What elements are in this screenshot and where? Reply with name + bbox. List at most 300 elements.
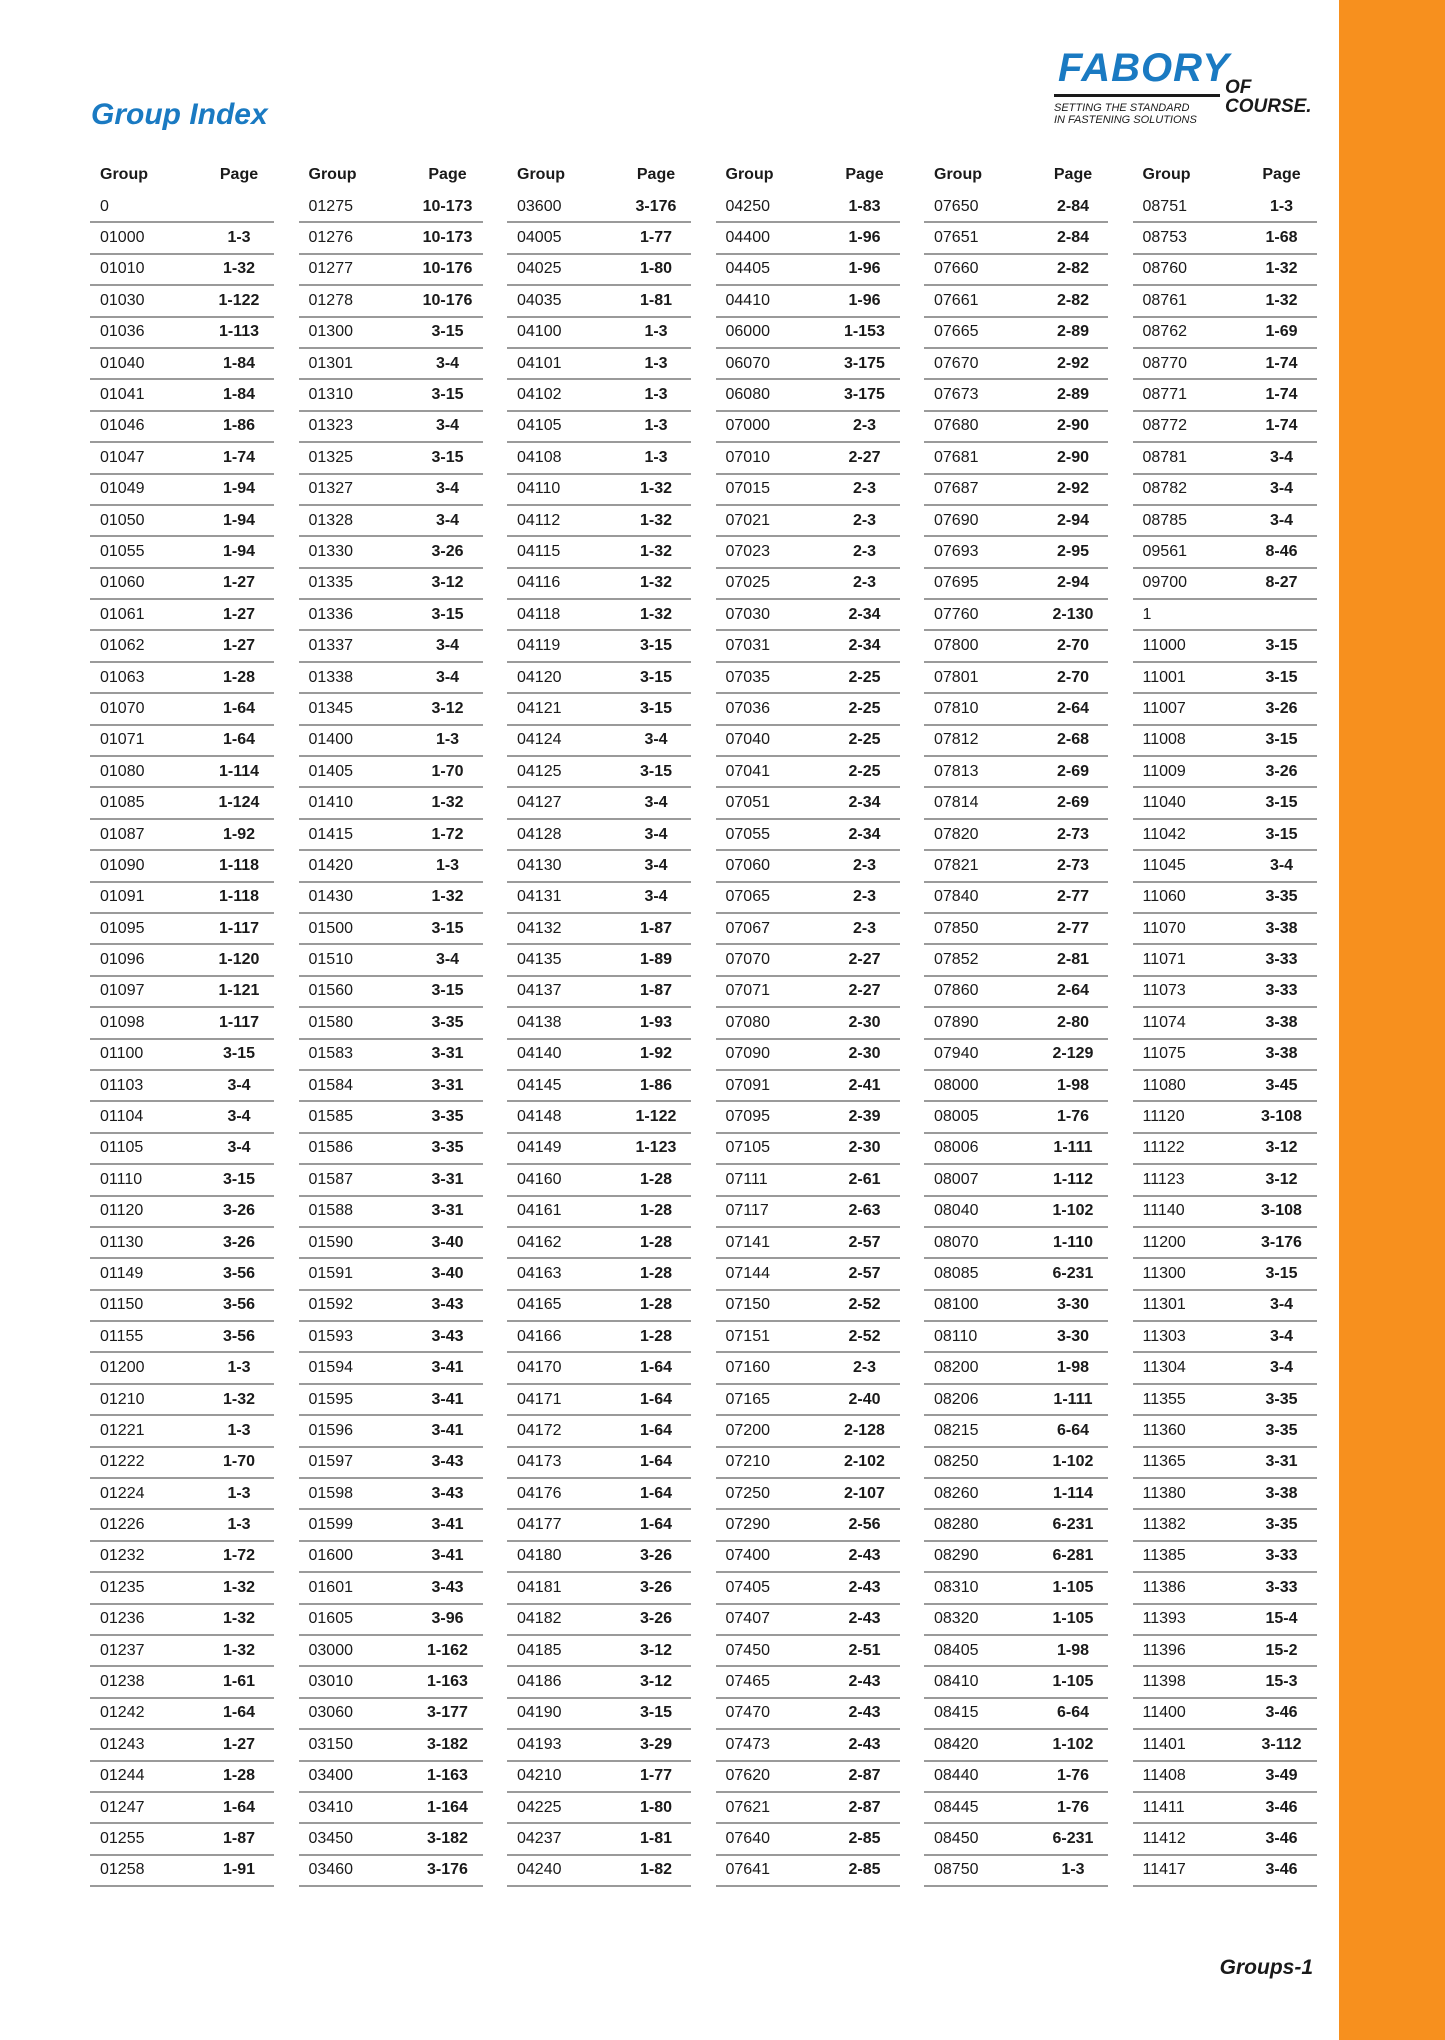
group-number: 07693	[934, 542, 979, 560]
group-number: 07690	[934, 511, 979, 529]
group-number: 01105	[100, 1139, 144, 1157]
group-number: 01096	[100, 951, 145, 969]
group-number: 07031	[725, 637, 770, 655]
page-reference: 3-56	[222, 1264, 256, 1282]
group-number: 07620	[725, 1767, 770, 1785]
table-row	[924, 757, 1108, 788]
page-reference: 1-98	[1056, 1641, 1090, 1659]
table-row	[716, 694, 900, 725]
table-row	[924, 1793, 1108, 1824]
table-row	[924, 1071, 1108, 1102]
group-number: 01226	[100, 1516, 145, 1534]
page-reference: 1-77	[639, 1767, 673, 1785]
group-number: 01063	[100, 668, 145, 686]
group-number: 04185	[517, 1641, 562, 1659]
page-reference: 6-64	[1056, 1421, 1090, 1439]
group-number: 01584	[308, 1076, 353, 1094]
page-reference: 3-12	[431, 574, 464, 592]
group-number: 01585	[308, 1108, 353, 1126]
group-number: 03060	[308, 1704, 353, 1722]
page-reference: 3-4	[644, 856, 668, 874]
page-reference: 2-129	[1052, 1045, 1094, 1063]
page-reference: 1-121	[218, 982, 260, 1000]
group-number: 11045	[1142, 856, 1186, 874]
page-reference: 1-94	[222, 480, 256, 498]
table-row	[1133, 1353, 1317, 1384]
table-row	[716, 255, 900, 286]
table-row	[299, 443, 483, 474]
table-row	[507, 1636, 691, 1667]
table-row	[299, 1008, 483, 1039]
page-reference: 1-112	[1052, 1170, 1094, 1188]
table-row	[507, 1448, 691, 1479]
page-reference: 2-94	[1056, 511, 1090, 529]
group-number: 07165	[725, 1390, 770, 1408]
page-reference: 3-177	[427, 1704, 468, 1722]
page-reference: 2-73	[1056, 825, 1090, 843]
page-reference: 3-30	[1056, 1296, 1090, 1314]
page-reference: 1-70	[431, 762, 464, 780]
group-number: 01310	[308, 386, 353, 404]
group-number: 07065	[725, 888, 770, 906]
group-number: 11382	[1142, 1516, 1186, 1534]
group-number: 01330	[308, 542, 353, 560]
table-row	[90, 977, 274, 1008]
table-row	[1133, 569, 1317, 600]
group-number: 01095	[100, 919, 145, 937]
group-number: 07105	[725, 1139, 770, 1157]
group-number: 08260	[934, 1484, 979, 1502]
table-row	[716, 349, 900, 380]
table-row	[1133, 1102, 1317, 1133]
page-reference: 3-35	[431, 1108, 464, 1126]
group-number: 08770	[1142, 354, 1187, 372]
table-row	[1133, 1510, 1317, 1541]
table-row	[507, 412, 691, 443]
group-number: 01100	[100, 1045, 144, 1063]
group-number: 04110	[517, 480, 561, 498]
group-number: 07665	[934, 323, 979, 341]
group-number: 01300	[308, 323, 353, 341]
table-row	[507, 255, 691, 286]
logo-slogan: OF COURSE.	[1225, 77, 1312, 117]
group-number: 07852	[934, 951, 979, 969]
page-reference: 3-43	[431, 1296, 464, 1314]
page-reference: 2-3	[852, 417, 877, 435]
page-reference: 3-41	[431, 1390, 464, 1408]
page-reference: 1-105	[1052, 1578, 1094, 1596]
group-number: 11040	[1142, 794, 1186, 812]
page-reference: 3-43	[431, 1327, 464, 1345]
page-reference: 1-28	[222, 1767, 256, 1785]
page-reference: 2-25	[848, 699, 881, 717]
table-row	[716, 788, 900, 819]
page-reference: 2-80	[1056, 1013, 1090, 1031]
group-number: 01500	[308, 919, 353, 937]
page-reference: 2-85	[848, 1861, 881, 1879]
page-reference: 2-84	[1056, 229, 1090, 247]
table-row	[507, 1416, 691, 1447]
table-row	[90, 851, 274, 882]
index-column	[90, 158, 274, 1887]
page-reference: 3-15	[639, 699, 673, 717]
page-reference: 2-34	[848, 637, 881, 655]
group-number: 07060	[725, 856, 770, 874]
table-row	[299, 1165, 483, 1196]
group-number: 03400	[308, 1767, 353, 1785]
table-row	[716, 1322, 900, 1353]
table-row	[90, 914, 274, 945]
table-row	[716, 914, 900, 945]
page-reference: 3-4	[644, 731, 668, 749]
table-row	[1133, 286, 1317, 317]
group-number: 04163	[517, 1264, 562, 1282]
table-row	[924, 1228, 1108, 1259]
page-reference: 1-111	[1053, 1139, 1093, 1157]
group-number: 07680	[934, 417, 979, 435]
table-row	[924, 883, 1108, 914]
page-reference: 2-3	[852, 888, 877, 906]
page-reference: 3-4	[435, 480, 460, 498]
table-row	[90, 1134, 274, 1165]
group-number: 01323	[308, 417, 353, 435]
group-number: 08785	[1142, 511, 1187, 529]
page-reference: 1-111	[1053, 1390, 1093, 1408]
table-row	[1133, 412, 1317, 443]
group-number: 07015	[725, 480, 770, 498]
table-row	[1133, 1322, 1317, 1353]
page-reference: 3-12	[639, 1641, 673, 1659]
group-number: 11060	[1142, 888, 1186, 906]
table-row	[90, 1573, 274, 1604]
page-reference: 10-176	[422, 291, 473, 309]
table-row	[299, 1071, 483, 1102]
page-reference: 2-94	[1056, 574, 1090, 592]
table-row	[90, 694, 274, 725]
table-row	[299, 1040, 483, 1071]
table-row	[924, 318, 1108, 349]
table-row	[299, 537, 483, 568]
group-number: 01594	[308, 1359, 353, 1377]
page-reference: 1-28	[639, 1327, 673, 1345]
page-reference: 1-82	[639, 1861, 673, 1879]
group-number: 01277	[308, 260, 353, 278]
page-reference: 3-46	[1265, 1830, 1298, 1847]
page-reference: 3-26	[639, 1578, 673, 1596]
group-number: 04118	[517, 605, 561, 623]
table-row	[507, 1542, 691, 1573]
table-row	[716, 1385, 900, 1416]
table-row	[716, 1071, 900, 1102]
group-number: 04131	[517, 888, 562, 906]
table-row	[924, 286, 1108, 317]
page-reference: 2-77	[1056, 919, 1090, 937]
header-page: Page	[219, 166, 259, 183]
page-reference: 2-43	[848, 1578, 881, 1596]
table-row	[90, 1762, 274, 1793]
table-row	[1133, 1008, 1317, 1039]
table-row	[507, 475, 691, 506]
page-reference: 2-69	[1056, 794, 1090, 812]
table-row	[299, 788, 483, 819]
group-number: 01237	[100, 1641, 145, 1659]
page-reference: 3-26	[1265, 699, 1298, 717]
group-number: 11386	[1142, 1578, 1186, 1596]
page-reference: 3-33	[1265, 982, 1298, 1000]
table-row	[299, 1824, 483, 1855]
page-reference: 3-46	[1265, 1704, 1298, 1722]
group-number: 04170	[517, 1359, 562, 1377]
table-row	[924, 1134, 1108, 1165]
group-number: 01071	[100, 731, 145, 749]
page-reference: 1-3	[227, 1359, 251, 1377]
page-reference: 3-4	[1269, 856, 1294, 874]
page-reference: 1-162	[427, 1641, 468, 1659]
table-row	[716, 475, 900, 506]
page-reference: 1-28	[222, 668, 256, 686]
table-row	[924, 1667, 1108, 1698]
group-number: 11300	[1142, 1264, 1186, 1282]
table-row	[924, 1165, 1108, 1196]
group-number: 01415	[308, 825, 353, 843]
page-reference: 3-108	[1261, 1202, 1302, 1220]
page-reference: 1-87	[222, 1830, 256, 1847]
table-row	[924, 1762, 1108, 1793]
group-number: 04237	[517, 1830, 562, 1847]
page-reference: 2-85	[848, 1830, 881, 1847]
page-reference: 1-105	[1052, 1610, 1094, 1628]
page-reference: 1-32	[431, 888, 464, 906]
table-row	[90, 1102, 274, 1133]
page-reference: 2-3	[852, 1359, 877, 1377]
page-reference: 1-118	[218, 888, 260, 906]
group-number: 01588	[308, 1202, 353, 1220]
group-number: 04190	[517, 1704, 562, 1722]
page-reference: 1-64	[639, 1516, 673, 1534]
group-number: 04125	[517, 762, 562, 780]
page-reference: 2-89	[1056, 386, 1090, 404]
table-row	[1133, 726, 1317, 757]
group-number: 04177	[517, 1516, 562, 1534]
page-reference: 3-29	[639, 1735, 673, 1753]
table-row	[507, 1322, 691, 1353]
page-reference: 3-4	[644, 794, 668, 812]
table-row	[1133, 788, 1317, 819]
page-reference: 1-74	[1265, 386, 1298, 404]
group-number: 01338	[308, 668, 353, 686]
page-reference: 1-84	[222, 386, 256, 404]
page-reference: 2-30	[848, 1139, 881, 1157]
group-number: 08762	[1142, 323, 1187, 341]
page-reference: 3-4	[435, 354, 460, 372]
table-row	[716, 1573, 900, 1604]
group-number: 09561	[1142, 542, 1187, 560]
group-number: 01087	[100, 825, 145, 843]
table-row	[299, 506, 483, 537]
page-reference: 1-153	[844, 323, 885, 341]
page-reference: 1-98	[1056, 1076, 1090, 1094]
group-number: 01110	[100, 1170, 143, 1188]
page-reference: 2-82	[1056, 291, 1090, 309]
table-row	[90, 1165, 274, 1196]
table-row	[924, 726, 1108, 757]
group-number: 11360	[1142, 1421, 1186, 1439]
table-row	[90, 475, 274, 506]
page-reference: 1-32	[639, 574, 673, 592]
group-number: 07814	[934, 794, 979, 812]
table-row	[299, 1730, 483, 1761]
table-row	[507, 380, 691, 411]
table-row	[299, 1416, 483, 1447]
page-reference: 1-123	[635, 1139, 677, 1157]
page-reference: 1-27	[222, 637, 256, 655]
page-reference: 2-56	[848, 1516, 881, 1534]
page-reference: 1-32	[639, 542, 673, 560]
table-row	[299, 1667, 483, 1698]
group-number: 04127	[517, 794, 562, 812]
group-number: 11075	[1142, 1045, 1186, 1063]
page-reference: 2-81	[1056, 951, 1090, 969]
group-number: 01104	[100, 1108, 144, 1126]
page-reference: 1-3	[227, 1484, 251, 1502]
table-row	[716, 192, 900, 223]
page-reference: 3-176	[635, 197, 677, 215]
page-reference: 3-15	[639, 1704, 673, 1722]
table-row	[1133, 537, 1317, 568]
page-reference: 2-73	[1056, 856, 1090, 874]
page-reference: 3-176	[427, 1861, 468, 1879]
table-row	[924, 1730, 1108, 1761]
group-number: 04171	[517, 1390, 562, 1408]
table-row	[716, 1510, 900, 1541]
page-reference: 1-81	[639, 291, 673, 309]
page-reference: 1-3	[1061, 1861, 1085, 1879]
group-number: 01090	[100, 856, 145, 874]
page-reference: 10-173	[422, 197, 473, 215]
group-number: 07465	[725, 1673, 770, 1691]
table-row	[1133, 757, 1317, 788]
page-reference: 3-41	[431, 1359, 464, 1377]
group-number: 07850	[934, 919, 979, 937]
page-reference: 3-31	[431, 1170, 464, 1188]
table-row	[924, 412, 1108, 443]
table-row	[1133, 1291, 1317, 1322]
group-number: 04145	[517, 1076, 562, 1094]
table-row	[1133, 977, 1317, 1008]
page-reference: 3-15	[1265, 668, 1298, 686]
page-reference: 2-90	[1056, 417, 1090, 435]
group-number: 08310	[934, 1578, 979, 1596]
page-footer: Groups-1	[1219, 1956, 1313, 1979]
page-reference: 1-32	[1265, 291, 1298, 309]
page-reference: 3-56	[222, 1327, 256, 1345]
table-row	[90, 412, 274, 443]
table-row	[716, 1040, 900, 1071]
table-row	[924, 1197, 1108, 1228]
page-reference: 3-38	[1265, 1484, 1298, 1502]
table-row	[299, 1510, 483, 1541]
header-group: Group	[308, 166, 357, 183]
table-row	[924, 945, 1108, 976]
page-reference: 1-3	[644, 448, 668, 466]
table-row	[716, 537, 900, 568]
page-reference: 3-31	[1265, 1453, 1298, 1471]
group-number: 08445	[934, 1798, 979, 1816]
page-reference: 6-231	[1052, 1830, 1094, 1847]
table-row	[924, 537, 1108, 568]
page-reference: 3-4	[1269, 448, 1294, 466]
table-row	[299, 412, 483, 443]
page-reference: 1-64	[222, 731, 256, 749]
page-reference: 3-35	[1265, 1390, 1298, 1408]
group-number: 04140	[517, 1045, 562, 1063]
page-reference: 8-46	[1265, 542, 1298, 560]
group-number: 04210	[517, 1767, 562, 1785]
page-reference: 1-3	[435, 856, 460, 874]
page-reference: 1-64	[639, 1421, 673, 1439]
group-number: 01221	[100, 1421, 145, 1439]
page-reference: 2-95	[1056, 542, 1090, 560]
page-reference: 2-3	[852, 480, 877, 498]
table-row	[90, 1448, 274, 1479]
group-number: 07040	[725, 731, 770, 749]
group-number: 07021	[725, 511, 770, 529]
group-number: 04148	[517, 1108, 562, 1126]
group-number: 07405	[725, 1578, 770, 1596]
table-row	[716, 851, 900, 882]
table-row	[507, 1479, 691, 1510]
page-reference: 2-70	[1056, 668, 1090, 686]
page-reference: 15-3	[1265, 1673, 1298, 1691]
page-reference: 1-69	[1265, 323, 1298, 341]
table-row	[716, 1856, 900, 1887]
table-row	[299, 286, 483, 317]
group-number: 01583	[308, 1045, 353, 1063]
page-reference: 3-182	[427, 1735, 468, 1753]
table-row	[924, 694, 1108, 725]
page-reference: 3-4	[435, 511, 460, 529]
group-number: 01055	[100, 542, 145, 560]
group-number: 01560	[308, 982, 353, 1000]
page-reference: 1-163	[427, 1673, 468, 1691]
table-row	[507, 1353, 691, 1384]
group-number: 07095	[725, 1108, 770, 1126]
table-row	[299, 820, 483, 851]
group-number: 08215	[934, 1421, 979, 1439]
page-reference: 1-3	[1269, 197, 1294, 215]
page-reference: 2-3	[852, 856, 877, 874]
group-number: 01587	[308, 1170, 353, 1188]
page-reference: 1-120	[218, 951, 260, 969]
page-reference: 3-4	[1269, 1359, 1294, 1377]
page-reference: 2-68	[1056, 731, 1090, 749]
group-number: 08450	[934, 1830, 979, 1847]
table-row	[299, 1762, 483, 1793]
group-number: 04225	[517, 1798, 562, 1816]
table-row	[1133, 694, 1317, 725]
group-number: 08753	[1142, 229, 1187, 247]
group-number: 07660	[934, 260, 979, 278]
table-row	[90, 1479, 274, 1510]
group-number: 01258	[100, 1861, 145, 1879]
group-number: 11073	[1142, 982, 1186, 1000]
page-reference: 3-26	[639, 1547, 673, 1565]
group-number: 01420	[308, 856, 353, 874]
table-row	[507, 726, 691, 757]
table-row	[507, 788, 691, 819]
page-reference: 3-182	[427, 1830, 468, 1847]
group-number: 07070	[725, 951, 770, 969]
